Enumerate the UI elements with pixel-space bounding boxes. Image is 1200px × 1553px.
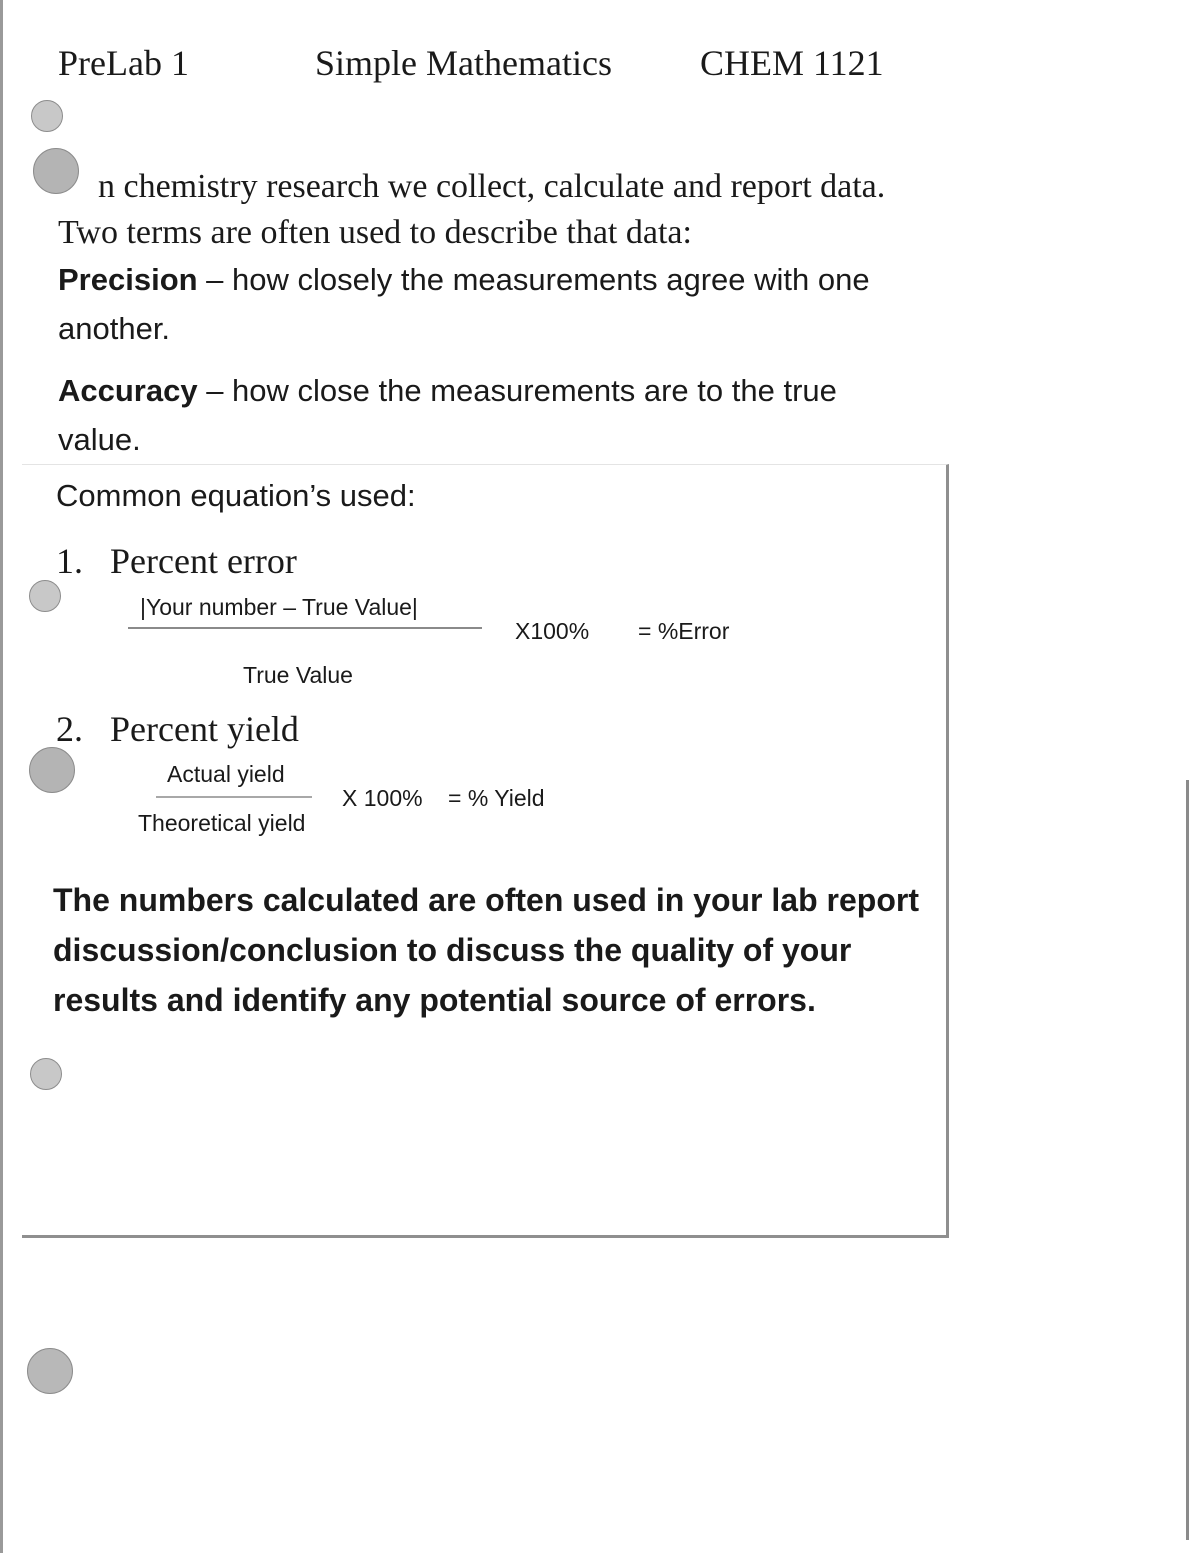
header-lab-number: PreLab 1: [58, 43, 189, 83]
header-title: Simple Mathematics: [315, 43, 612, 83]
percent-yield-result: = % Yield: [448, 785, 545, 811]
percent-error-result: = %Error: [638, 618, 730, 644]
punch-hole: [27, 1348, 73, 1394]
precision-term: Precision: [58, 262, 198, 297]
percent-yield-denominator: Theoretical yield: [138, 810, 306, 836]
percent-error-number: 1.: [56, 541, 83, 581]
percent-yield-fraction-bar: [156, 796, 312, 798]
precision-definition: [58, 255, 928, 353]
percent-error-label: Percent error: [110, 541, 297, 581]
percent-error-fraction-bar: [128, 627, 482, 629]
accuracy-term: Accuracy: [58, 373, 198, 408]
percent-error-title: [56, 540, 297, 582]
equations-heading: Common equation’s used:: [56, 478, 416, 513]
punch-hole: [31, 100, 63, 132]
accuracy-text: – how close the measurements are to the true value.: [58, 373, 837, 457]
page-left-edge: [0, 0, 3, 1553]
page-right-edge: [1186, 780, 1189, 1540]
accuracy-definition: [58, 366, 928, 464]
punch-hole: [29, 580, 61, 612]
punch-hole: [33, 148, 79, 194]
percent-yield-multiplier: X 100%: [342, 785, 423, 811]
percent-yield-title: [56, 708, 299, 750]
punch-hole: [29, 747, 75, 793]
header-course: CHEM 1121: [700, 43, 884, 83]
conclusion-paragraph: The numbers calculated are often used in your lab report discussion/conclusion to discuss the quality of your results and identify any potential source of errors.: [53, 882, 919, 1018]
intro-paragraph: [58, 164, 918, 256]
precision-text: – how closely the measurements agree with one another.: [58, 262, 870, 346]
percent-error-multiplier: X100%: [515, 618, 590, 644]
percent-error-denominator: True Value: [243, 662, 353, 688]
percent-yield-number: 2.: [56, 709, 83, 749]
percent-yield-label: Percent yield: [110, 709, 299, 749]
intro-text: n chemistry research we collect, calculate and report data. Two terms are often used to describe that data:: [58, 168, 886, 251]
percent-error-numerator: |Your number – True Value|: [140, 594, 418, 620]
punch-hole: [30, 1058, 62, 1090]
percent-yield-numerator: Actual yield: [167, 761, 285, 787]
